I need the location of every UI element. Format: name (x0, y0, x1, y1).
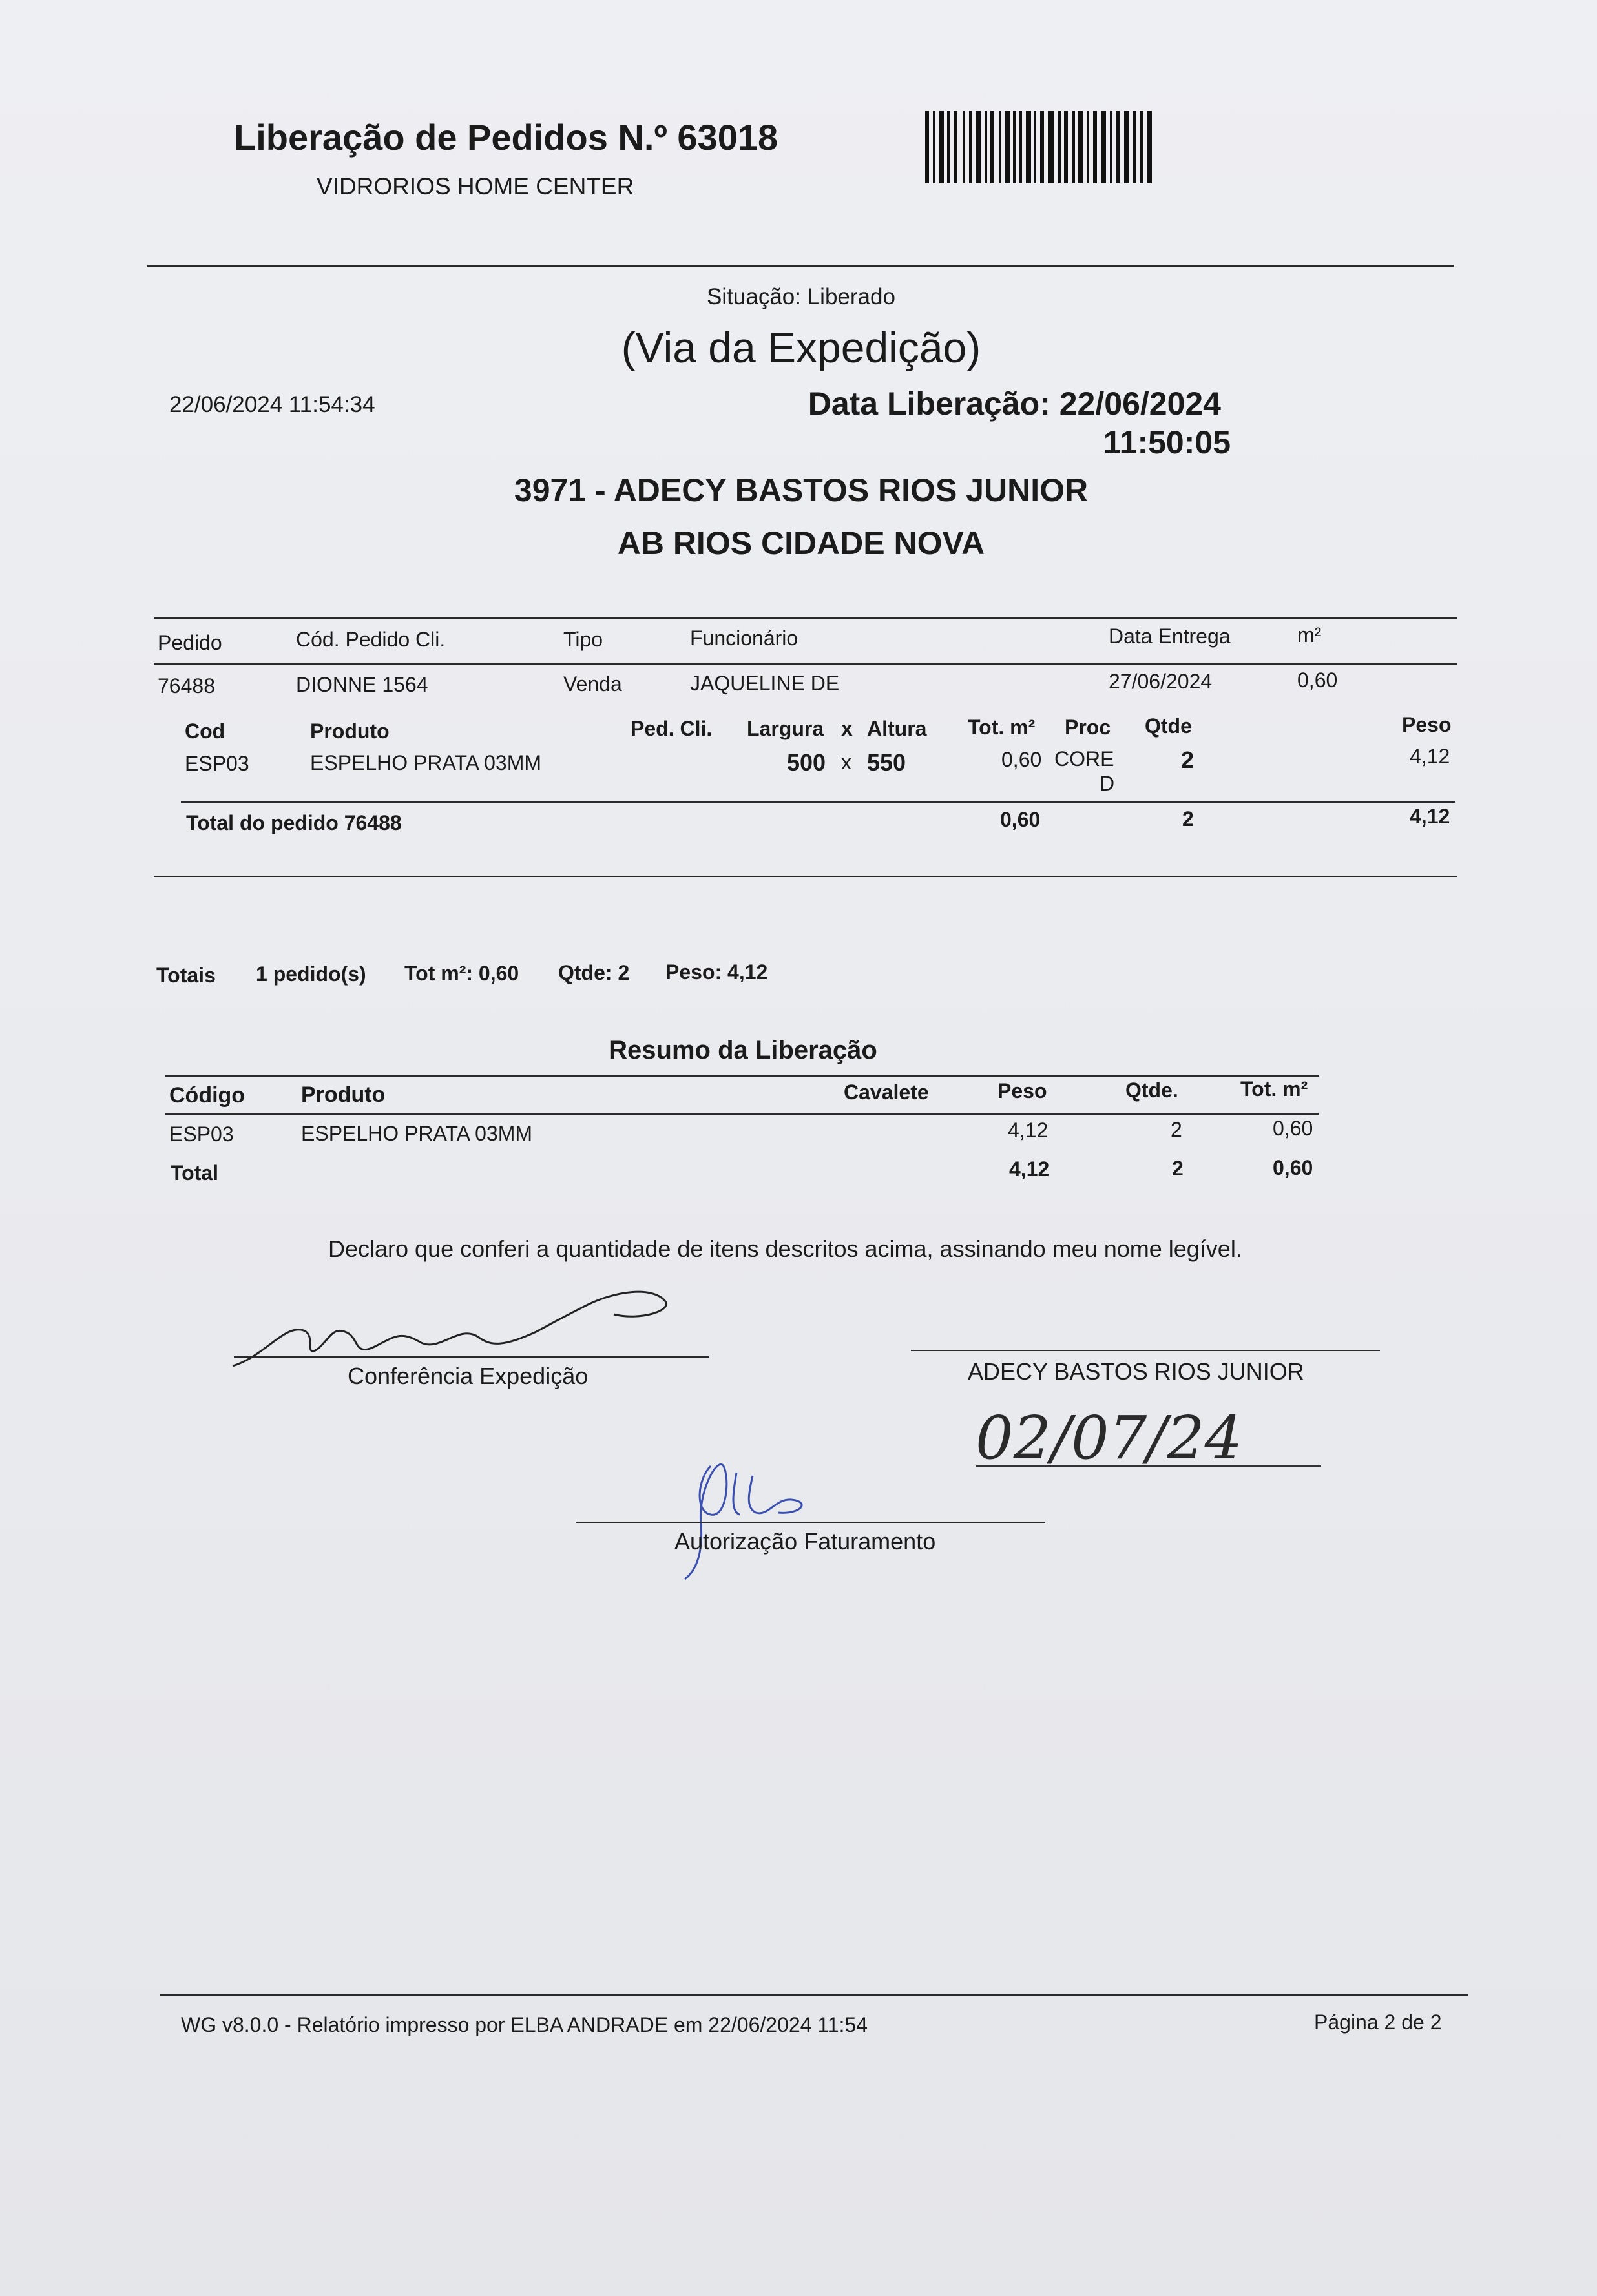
order-m2: 0,60 (1297, 668, 1338, 692)
order-total-qtde: 2 (1182, 807, 1194, 831)
item-peso: 4,12 (1410, 745, 1450, 768)
item-header-ped-cli: Ped. Cli. (631, 717, 713, 740)
item-header-produto: Produto (310, 719, 390, 743)
item-produto: ESPELHO PRATA 03MM (310, 751, 542, 774)
resumo-title: Resumo da Liberação (609, 1036, 877, 1064)
item-header-cod: Cod (185, 719, 225, 743)
item-header-largura: Largura (747, 717, 824, 740)
order-table-bottom-rule (154, 876, 1457, 877)
totais-qtde: Qtde: 2 (558, 961, 630, 984)
resumo-header-qtde: Qtde. (1125, 1079, 1178, 1102)
resumo-qtde: 2 (1171, 1118, 1182, 1141)
resumo-header-codigo: Código (169, 1083, 245, 1108)
client-signature-name: ADECY BASTOS RIOS JUNIOR (968, 1358, 1304, 1385)
order-table-top-rule (154, 617, 1457, 619)
item-header-peso: Peso (1402, 713, 1452, 736)
item-header-proc: Proc (1065, 716, 1111, 739)
item-largura: 500 (787, 749, 826, 776)
order-data-entrega: 27/06/2024 (1109, 670, 1213, 693)
col-header-cod-cli: Cód. Pedido Cli. (296, 628, 446, 651)
totais-pedidos: 1 pedido(s) (256, 962, 366, 986)
conferencia-line (234, 1356, 709, 1358)
footer-page: Página 2 de 2 (1314, 2011, 1442, 2034)
item-altura: 550 (867, 749, 906, 776)
order-funcionario: JAQUELINE DE (690, 672, 840, 695)
resumo-produto: ESPELHO PRATA 03MM (301, 1122, 533, 1145)
company-name: VIDRORIOS HOME CENTER (317, 173, 634, 200)
resumo-total-peso: 4,12 (1009, 1157, 1050, 1181)
order-tipo: Venda (563, 672, 622, 696)
declaration-text: Declaro que conferi a quantidade de itens descritos acima, assinando meu nome legível. (328, 1236, 1242, 1262)
resumo-codigo: ESP03 (169, 1122, 234, 1146)
footer-report: WG v8.0.0 - Relatório impresso por ELBA ANDRADE em 22/06/2024 11:54 (181, 2013, 868, 2036)
item-header-tot-m2: Tot. m² (968, 716, 1036, 739)
order-total-rule (181, 801, 1455, 803)
barcode (925, 111, 1154, 183)
situacao: Situação: Liberado (707, 284, 895, 309)
resumo-header-peso: Peso (997, 1079, 1047, 1102)
resumo-header-tot-m2: Tot. m² (1240, 1077, 1308, 1101)
resumo-peso: 4,12 (1008, 1119, 1049, 1142)
order-total-label: Total do pedido 76488 (186, 811, 402, 834)
col-header-tipo: Tipo (563, 628, 603, 651)
item-qtde: 2 (1181, 747, 1195, 773)
resumo-header-produto: Produto (301, 1082, 386, 1107)
client-store: AB RIOS CIDADE NOVA (617, 525, 985, 561)
client-name: 3971 - ADECY BASTOS RIOS JUNIOR (514, 472, 1089, 508)
item-cod: ESP03 (185, 752, 249, 775)
item-header-qtde: Qtde (1145, 714, 1192, 738)
printed-timestamp: 22/06/2024 11:54:34 (169, 392, 375, 417)
item-proc: CORE (1054, 747, 1114, 771)
resumo-top-rule (165, 1075, 1319, 1077)
col-header-m2: m² (1297, 623, 1322, 646)
col-header-pedido: Pedido (158, 631, 222, 654)
order-cod-cli: DIONNE 1564 (296, 673, 428, 696)
autorizacao-line (576, 1522, 1045, 1523)
totais-label: Totais (156, 964, 216, 987)
conferencia-label: Conferência Expedição (348, 1363, 589, 1389)
order-total-peso: 4,12 (1410, 805, 1450, 828)
item-header-altura: Altura (867, 717, 927, 740)
item-x: x (841, 750, 851, 774)
resumo-header-rule (165, 1113, 1319, 1115)
handwritten-date-text: 02/07/24 (976, 1403, 1243, 1473)
col-header-funcionario: Funcionário (690, 626, 798, 650)
totais-peso: Peso: 4,12 (665, 960, 768, 984)
col-header-data-entrega: Data Entrega (1109, 625, 1231, 648)
totais-tot-m2: Tot m²: 0,60 (404, 962, 519, 985)
resumo-tot-m2: 0,60 (1273, 1117, 1313, 1140)
data-liberacao: Data Liberação: 22/06/2024 (808, 386, 1221, 422)
document-title: Liberação de Pedidos N.º 63018 (234, 117, 778, 158)
via-expedicao: (Via da Expedição) (621, 324, 981, 371)
resumo-total-label: Total (171, 1161, 219, 1184)
resumo-total-tot-m2: 0,60 (1273, 1156, 1313, 1179)
item-tot-m2: 0,60 (1001, 748, 1042, 771)
resumo-header-cavalete: Cavalete (844, 1081, 929, 1104)
order-header-rule (154, 663, 1457, 665)
item-proc-cont: D (1100, 772, 1115, 795)
autorizacao-signature (672, 1453, 827, 1586)
data-liberacao-time: 11:50:05 (1103, 424, 1231, 460)
order-total-m2: 0,60 (1000, 808, 1041, 831)
client-signature-line (911, 1350, 1380, 1351)
autorizacao-label: Autorização Faturamento (674, 1528, 936, 1555)
footer-rule (160, 1994, 1468, 1996)
handwritten-date (976, 1401, 1324, 1476)
order-pedido: 76488 (158, 674, 215, 698)
item-header-x: x (841, 717, 853, 740)
header-divider (147, 265, 1454, 267)
resumo-total-qtde: 2 (1172, 1157, 1184, 1180)
